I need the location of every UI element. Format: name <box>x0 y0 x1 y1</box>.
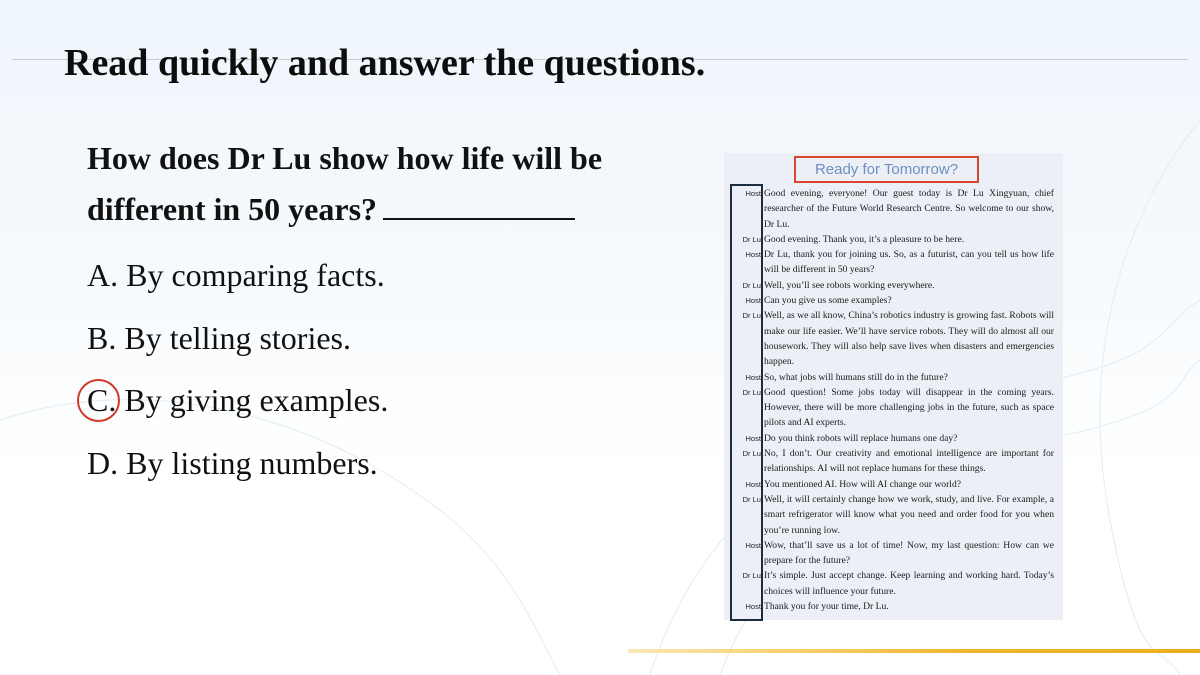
reading-panel <box>724 153 1063 620</box>
dialogue-turn <box>724 568 1063 599</box>
dialogue-turn <box>724 308 1063 369</box>
bottom-accent-bar <box>628 649 1200 653</box>
dialogue-turn <box>724 446 1063 477</box>
option-c-label: C. By giving examples. <box>87 382 389 418</box>
dialogue-turn <box>724 599 1063 614</box>
dialogue-turn <box>724 186 1063 232</box>
question-prompt: How does Dr Lu show how life will be different in 50 years? <box>87 140 603 227</box>
speech-text: Thank you for your time, Dr Lu. <box>764 601 889 613</box>
speaker-label: Dr Lu: <box>742 449 763 459</box>
speaker-label: Dr Lu: <box>742 280 763 290</box>
answer-blank <box>383 190 575 220</box>
speaker-label: Host: <box>745 540 763 550</box>
speech-text: Can you give us some examples? <box>764 295 892 307</box>
speaker-label: Dr Lu: <box>742 571 763 581</box>
speaker-label: Host: <box>745 296 763 306</box>
speaker-label: Host: <box>745 433 763 443</box>
speech-text: Do you think robots will replace humans one day? <box>764 432 958 444</box>
speaker-label: Dr Lu: <box>742 387 763 397</box>
speech-text: Dr Lu, thank you for joining us. So, as a futurist, can you tell us how life will be different in 50 years? <box>764 249 1054 276</box>
speaker-label: Host: <box>745 479 763 489</box>
option-b[interactable] <box>87 307 388 370</box>
reading-title: Ready for Tomorrow? <box>814 161 959 178</box>
speaker-label: Host: <box>745 602 763 612</box>
dialogue-turn <box>724 492 1063 538</box>
dialogue-turn <box>724 247 1063 278</box>
speech-text: Good evening. Thank you, it’s a pleasure to be here. <box>764 233 965 245</box>
speech-text: Well, it will certainly change how we work, study, and live. For example, a smart refrigerator will know what you need and order food for you when you’re running low. <box>764 493 1054 536</box>
speaker-label: Dr Lu: <box>742 494 763 504</box>
dialogue-turn <box>724 538 1063 569</box>
option-a-label: A. By comparing facts. <box>87 257 385 293</box>
question-text <box>87 133 687 235</box>
option-d[interactable] <box>87 432 388 495</box>
dialogue-turn <box>724 293 1063 308</box>
speech-text: Wow, that’ll save us a lot of time! Now, my last question: How can we prepare for the future? <box>764 539 1054 567</box>
option-b-label: B. By telling stories. <box>87 319 351 356</box>
dialogue-turn <box>724 278 1063 293</box>
speech-text: Well, as we all know, China’s robotics industry is growing fast. Robots will make our life easier. We’ll have service robots. They will do almost all our housework. They will also help save lives when disasters and emergencies happen. <box>764 310 1054 368</box>
speech-text: You mentioned AI. How will AI change our world? <box>764 478 962 490</box>
dialogue <box>724 186 1063 614</box>
option-d-label: D. By listing numbers. <box>87 444 378 481</box>
speaker-label: Host: <box>745 250 763 260</box>
dialogue-turn <box>724 431 1063 446</box>
dialogue-turn <box>724 477 1063 492</box>
speaker-label: Dr Lu: <box>742 234 763 244</box>
speech-text: So, what jobs will humans still do in the future? <box>764 371 948 383</box>
option-a[interactable] <box>87 244 388 307</box>
speaker-label: Host: <box>745 372 763 382</box>
speech-text: Good question! Some jobs today will disappear in the coming years. However, there will be more challenging jobs in the future, such as space pilots and AI experts. <box>764 386 1054 429</box>
dialogue-turn <box>724 385 1063 431</box>
speech-text: Well, you’ll see robots working everywhere. <box>764 279 935 291</box>
speech-text: No, I don’t. Our creativity and emotional intelligence are important for relationships. AI will not replace humans for these things. <box>764 448 1054 475</box>
speech-text: It’s simple. Just accept change. Keep learning and working hard. Today’s choices will influence your future. <box>764 570 1054 597</box>
answer-options <box>87 244 388 494</box>
option-c[interactable] <box>87 369 388 432</box>
slide-title: Read quickly and answer the questions. <box>64 42 706 84</box>
dialogue-turn <box>724 232 1063 247</box>
reading-title-box <box>794 156 979 183</box>
dialogue-turn <box>724 370 1063 385</box>
selected-answer-circle <box>77 379 120 422</box>
speaker-label: Host: <box>745 189 763 198</box>
speaker-label: Dr Lu: <box>742 311 763 321</box>
speech-text: Good evening, everyone! Our guest today is Dr Lu Xingyuan, chief researcher of the Future World Research Centre. So welcome to our show, Dr Lu. <box>764 188 1054 230</box>
